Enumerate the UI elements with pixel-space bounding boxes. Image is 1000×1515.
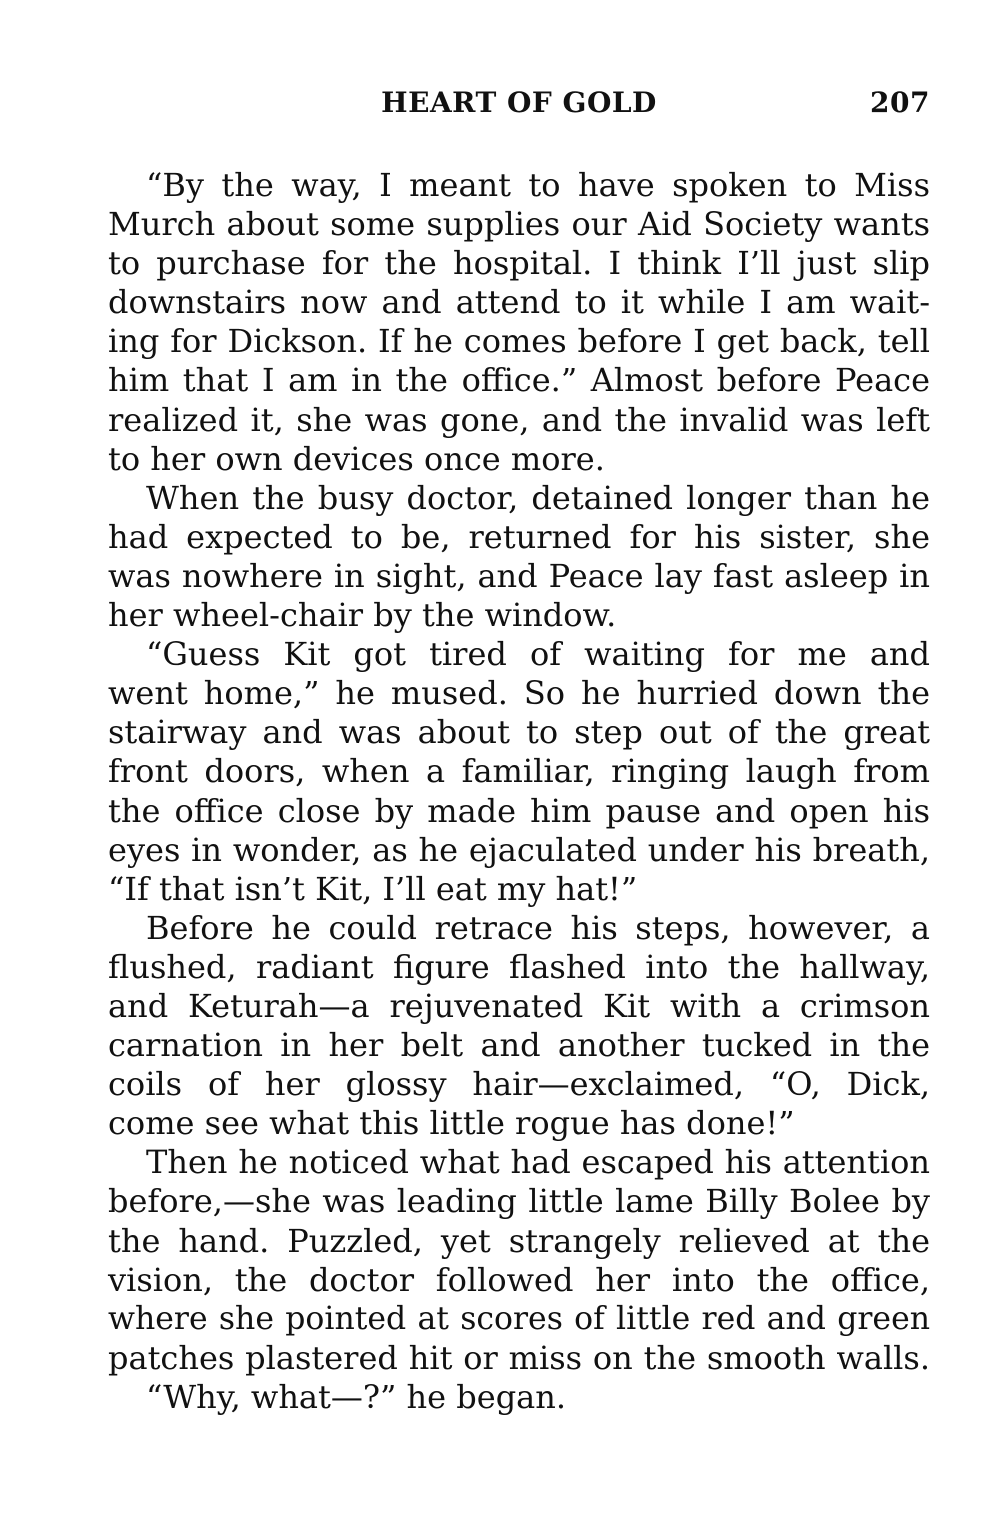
text-line: When the busy doctor, detained longer than he	[146, 478, 930, 517]
text-line: stairway and was about to step out of the great	[108, 713, 930, 752]
text-line: carnation in her belt and another tucked in the	[108, 1026, 930, 1065]
text-line: where she pointed at scores of little red and green	[108, 1300, 930, 1337]
text-line: “Why, what—?” he began.	[146, 1377, 567, 1416]
page-number: 207	[870, 86, 930, 119]
text-line: to purchase for the hospital. I think I’ll just slip	[108, 244, 930, 283]
text-line: him that I am in the office.” Almost before Peace	[108, 361, 930, 400]
text-line: downstairs now and attend to it while I am wait-	[108, 283, 930, 322]
text-line: to her own devices once more.	[108, 439, 605, 478]
text-line: ing for Dickson. If he comes before I get back, tell	[108, 322, 930, 361]
text-line: vision, the doctor followed her into the office,	[108, 1260, 930, 1299]
text-line: “If that isn’t Kit, I’ll eat my hat!”	[108, 869, 638, 908]
text-line: Murch about some supplies our Aid Society wants	[108, 205, 930, 244]
text-line: went home,” he mused. So he hurried down the	[108, 674, 930, 713]
text-line: realized it, she was gone, and the invalid was left	[108, 400, 930, 439]
text-line: coils of her glossy hair—exclaimed, “O, Dick,	[108, 1065, 930, 1104]
text-line: front doors, when a familiar, ringing laugh from	[108, 752, 930, 791]
text-line: come see what this little rogue has done!”	[108, 1104, 795, 1143]
book-title: HEART OF GOLD	[381, 86, 657, 119]
text-line: was nowhere in sight, and Peace lay fast asleep in	[108, 556, 930, 595]
text-line: the hand. Puzzled, yet strangely relieved at the	[108, 1221, 930, 1260]
text-line: “By the way, I meant to have spoken to Miss	[146, 166, 930, 204]
text-line: “Guess Kit got tired of waiting for me and	[146, 635, 930, 674]
body-text	[108, 166, 930, 1417]
text-line: flushed, radiant figure flashed into the hallway,	[108, 947, 930, 986]
text-line: had expected to be, returned for his sister, she	[108, 517, 930, 556]
text-line: and Keturah—a rejuvenated Kit with a crimson	[108, 986, 930, 1025]
text-line: the office close by made him pause and open his	[108, 791, 930, 830]
text-line: patches plastered hit or miss on the smooth walls.	[108, 1338, 930, 1377]
text-line: Then he noticed what had escaped his attention	[146, 1143, 930, 1182]
text-line: her wheel-chair by the window.	[108, 596, 617, 635]
text-line: Before he could retrace his steps, however, a	[146, 908, 930, 947]
running-header	[108, 86, 930, 126]
text-line: eyes in wonder, as he ejaculated under his breath,	[108, 830, 930, 869]
text-line: before,—she was leading little lame Billy Bolee by	[108, 1182, 930, 1221]
